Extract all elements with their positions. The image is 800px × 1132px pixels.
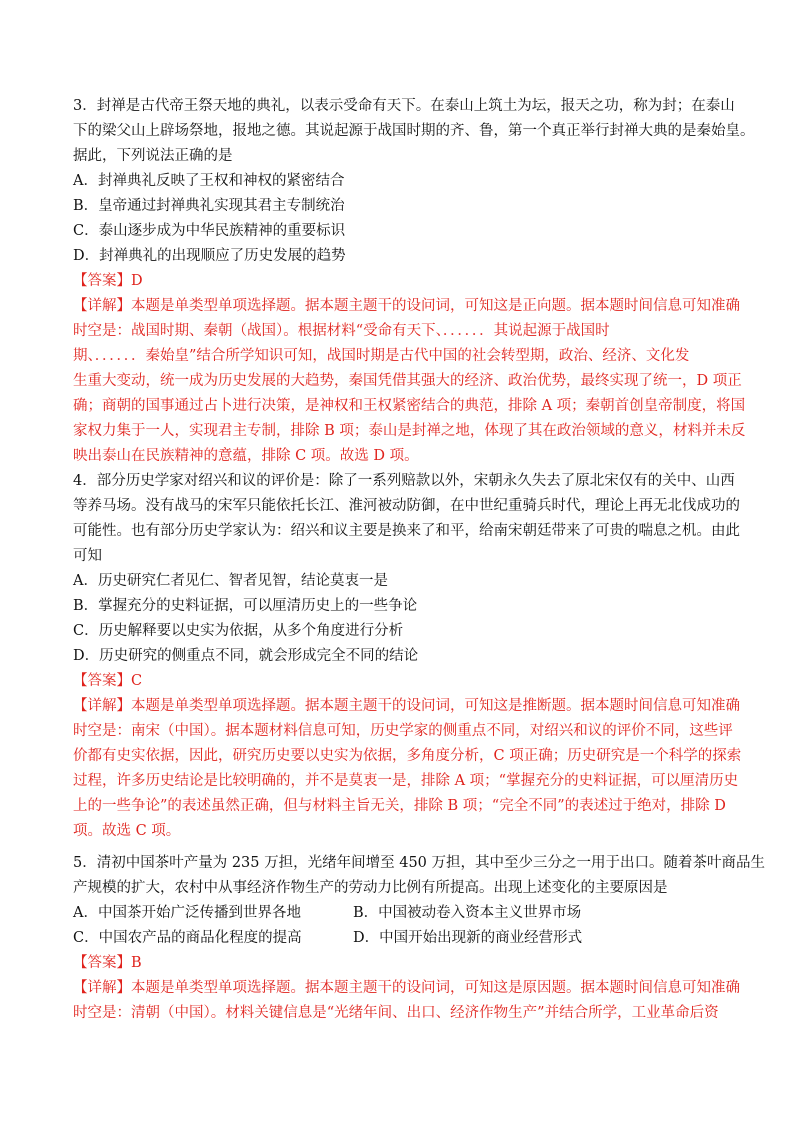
q5-option-a: A．中国茶开始广泛传播到世界各地 <box>73 905 301 921</box>
q4-stem-line-3: 可能性。也有部分历史学家认为：绍兴和议主要是换来了和平，给南宋朝廷带来了可贵的喘息之机。由此 <box>73 523 740 539</box>
q5-detail-line-1: 【详解】本题是单类型单项选择题。据本题主题干的设问词，可知这是原因题。据本题时间信息可知准确 <box>73 980 740 996</box>
q4-option-d: D．历史研究的侧重点不同，就会形成完全不同的结论 <box>73 648 419 664</box>
q3-detail-line-2: 时空是：战国时期、秦朝（战国）。根据材料“受命有天下、．．．．．．其说起源于战国时 <box>73 323 610 339</box>
q4-detail-line-5: 上的一些争论”的表述虽然正确，但与材料主旨无关，排除 B 项；“完全不同”的表述过于绝对，排除 D <box>73 798 726 814</box>
q3-stem-line-2: 下的梁父山上辟场祭地，报地之德。其说起源于战国时期的齐、鲁，第一个真正举行封禅大典的是秦始皇。 <box>73 123 755 139</box>
q3-option-d: D．封禅典礼的出现顺应了历史发展的趋势 <box>73 248 346 264</box>
q4-detail-line-1: 【详解】本题是单类型单项选择题。据本题主题干的设问词，可知这是推断题。据本题时间信息可知准确 <box>73 698 740 714</box>
q5-option-d: D．中国开始出现新的商业经营形式 <box>353 930 583 946</box>
q3-stem-line-1: 3．封禅是古代帝王祭天地的典礼，以表示受命有天下。在泰山上筑土为坛，报天之功，称为封；在泰山 <box>73 98 735 114</box>
q3-option-c: C．泰山逐步成为中华民族精神的重要标识 <box>73 223 346 239</box>
q5-stem-line-1: 5．清初中国茶叶产量为 235 万担，光绪年间增至 450 万担，其中至少三分之一用于出口。随着茶叶商品生 <box>73 855 766 871</box>
q3-detail-line-3: 期、．．．．．．秦始皇”结合所学知识可知，战国时期是古代中国的社会转型期，政治、经济、文化发 <box>73 348 690 364</box>
q3-detail-line-1: 【详解】本题是单类型单项选择题。据本题主题干的设问词，可知这是正向题。据本题时间信息可知准确 <box>73 298 740 314</box>
q3-detail-line-6: 家权力集于一人，实现君主专制，排除 B 项；泰山是封禅之地，体现了其在政治领域的意义，材料并未反 <box>73 423 746 439</box>
q4-detail-line-6: 项。故选 C 项。 <box>73 823 181 839</box>
q4-option-b: B．掌握充分的史料证据，可以厘清历史上的一些争论 <box>73 598 418 614</box>
q5-option-b: B．中国被动卷入资本主义世界市场 <box>353 905 582 921</box>
q4-option-a: A．历史研究仁者见仁、智者见智，结论莫衷一是 <box>73 573 388 589</box>
q4-detail-line-3: 价都有史实依据，因此，研究历史要以史实为依据，多角度分析，C 项正确；历史研究是一个科学的探索 <box>73 748 742 764</box>
q3-detail-line-7: 映出泰山在民族精神的意蕴，排除 C 项。故选 D 项。 <box>73 448 419 464</box>
q3-detail-line-4: 生重大变动，统一成为历史发展的大趋势，秦国凭借其强大的经济、政治优势，最终实现了统一，D 项正 <box>73 373 742 389</box>
q5-detail-line-2: 时空是：清朝（中国）。材料关键信息是“光绪年间、出口、经济作物生产”并结合所学，工业革命后资 <box>73 1005 719 1021</box>
q4-answer: 【答案】C <box>73 673 143 689</box>
q5-stem-line-2: 产规模的扩大，农村中从事经济作物生产的劳动力比例有所提高。出现上述变化的主要原因是 <box>73 880 668 896</box>
q4-stem-line-2: 等养马场。没有战马的宋军只能依托长江、淮河被动防御，在中世纪重骑兵时代，理论上再无北伐成功的 <box>73 498 740 514</box>
q3-option-b: B．皇帝通过封禅典礼实现其君主专制统治 <box>73 198 345 214</box>
q3-stem-line-3: 据此，下列说法正确的是 <box>73 148 233 164</box>
q4-detail-line-2: 时空是：南宋（中国）。据本题材料信息可知，历史学家的侧重点不同，对绍兴和议的评价不同，这些评 <box>73 723 733 739</box>
q4-option-c: C．历史解释要以史实为依据，从多个角度进行分析 <box>73 623 404 639</box>
q5-answer: 【答案】B <box>73 955 142 971</box>
q4-stem-line-1: 4．部分历史学家对绍兴和议的评价是：除了一系列赔款以外，宋朝永久失去了原北宋仅有的关中、山西 <box>73 473 735 489</box>
q4-detail-line-4: 过程，许多历史结论是比较明确的，并不是莫衷一是，排除 A 项；“掌握充分的史料证据，可以厘清历史 <box>73 773 739 789</box>
q5-option-c: C．中国农产品的商品化程度的提高 <box>73 930 302 946</box>
q3-detail-line-5: 确；商朝的国事通过占卜进行决策，是神权和王权紧密结合的典范，排除 A 项；秦朝首创皇帝制度，将国 <box>73 398 746 414</box>
q3-answer: 【答案】D <box>73 273 143 289</box>
q3-option-a: A．封禅典礼反映了王权和神权的紧密结合 <box>73 173 345 189</box>
q4-stem-line-4: 可知 <box>73 548 102 564</box>
